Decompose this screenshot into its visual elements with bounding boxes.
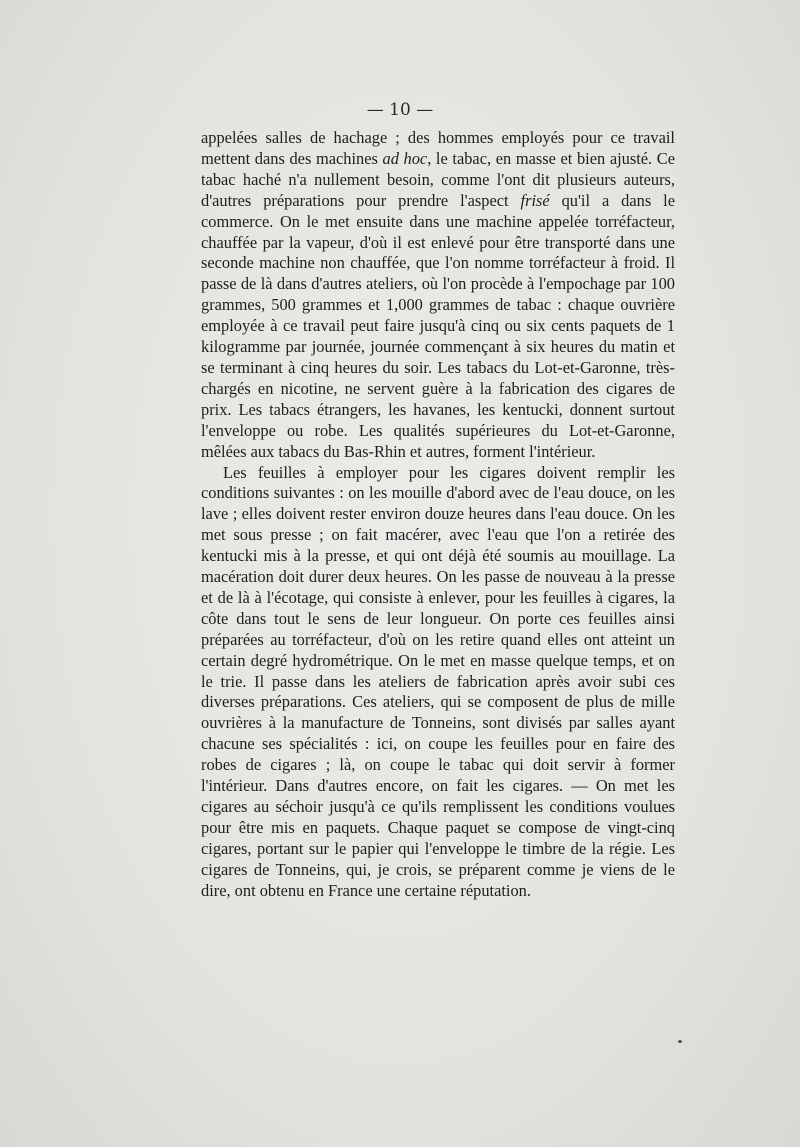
- paragraph-1-text-b: , le tabac, en masse et bien ajusté. Ce tabac haché n'a nullement besoin, comme l'ont dit plusieurs auteurs, d'autres préparations pour prendre l'aspect: [201, 148, 676, 210]
- body-text: [201, 128, 675, 902]
- italic-frise: frisé: [520, 190, 550, 210]
- italic-ad-hoc: ad hoc: [382, 148, 428, 168]
- paragraph-2: Les feuilles à employer pour les cigares doivent remplir les conditions suivantes : on les mouille d'abord avec de l'eau douce, on les lave ; elles doivent rester environ douze heures dans l'eau douce. On les met sous presse ; on fait macérer, avec l'eau que l'on a retirée des kentucki mis à la presse, et qui ont déjà été soumis au mouillage. La macération doit durer deux heures. On les passe de nouveau à la presse et de là à l'écotage, qui consiste à enlever, pour les feuilles à cigares, la côte dans tout le sens de leur longueur. On porte ces feuilles ainsi préparées au torréfacteur, d'où on les retire quand elles ont atteint un certain degré hydrométrique. On le met en masse quelque temps, et on le trie. Il passe dans les ateliers de fabrication après avoir subi ces diverses préparations. Ces ateliers, qui se composent de plus de mille ouvrières à la manufacture de Tonneins, sont divisés par salles ayant chacune ses spécialités : ici, on coupe les feuilles pour en faire des robes de cigares ; là, on coupe le tabac qui doit servir à former l'intérieur. Dans d'autres encore, on fait les cigares. — On met les cigares au séchoir jusqu'à ce qu'ils remplissent les conditions voulues pour être mis en paquets. Chaque paquet se compose de vingt-cinq cigares, portant sur le papier qui l'enveloppe le timbre de la régie. Les cigares de Tonneins, qui, je crois, se préparent comme je viens de le dire, ont obtenu en France une certaine réputation.: [201, 462, 675, 900]
- page-number: — 10 —: [366, 100, 434, 120]
- paragraph-1-text-a: appelées salles de hachage ; des hommes employés pour ce travail mettent dans des machines: [201, 128, 675, 168]
- paragraph-1: [201, 128, 675, 463]
- paper-speck: [678, 1040, 682, 1043]
- paragraph-1-text-c: qu'il a dans le commerce. On le met ensuite dans une machine appelée torréfacteur, chauffée par la vapeur, d'où il est enlevé pour être transporté dans une seconde machine non chauffée, que l'on nomme torréfacteur à froid. Il passe de là dans d'autres ateliers, où l'on procède à l'empochage par 100 grammes, 500 grammes et 1,000 grammes de tabac : chaque ouvrière employée à ce travail peut faire jusqu'à cinq ou six cents paquets de 1 kilogramme par journée, journée commençant à six heures du matin et se terminant à cinq heures du soir. Les tabacs du Lot-et-Garonne, très-chargés en nicotine, ne servent guère à la fabrication des cigares de prix. Les tabacs étrangers, les havanes, les kentucki, donnent surtout l'enveloppe ou robe. Les qualités supérieures du Lot-et-Garonne, mêlées aux tabacs du Bas-Rhin et autres, forment l'intérieur.: [201, 190, 675, 461]
